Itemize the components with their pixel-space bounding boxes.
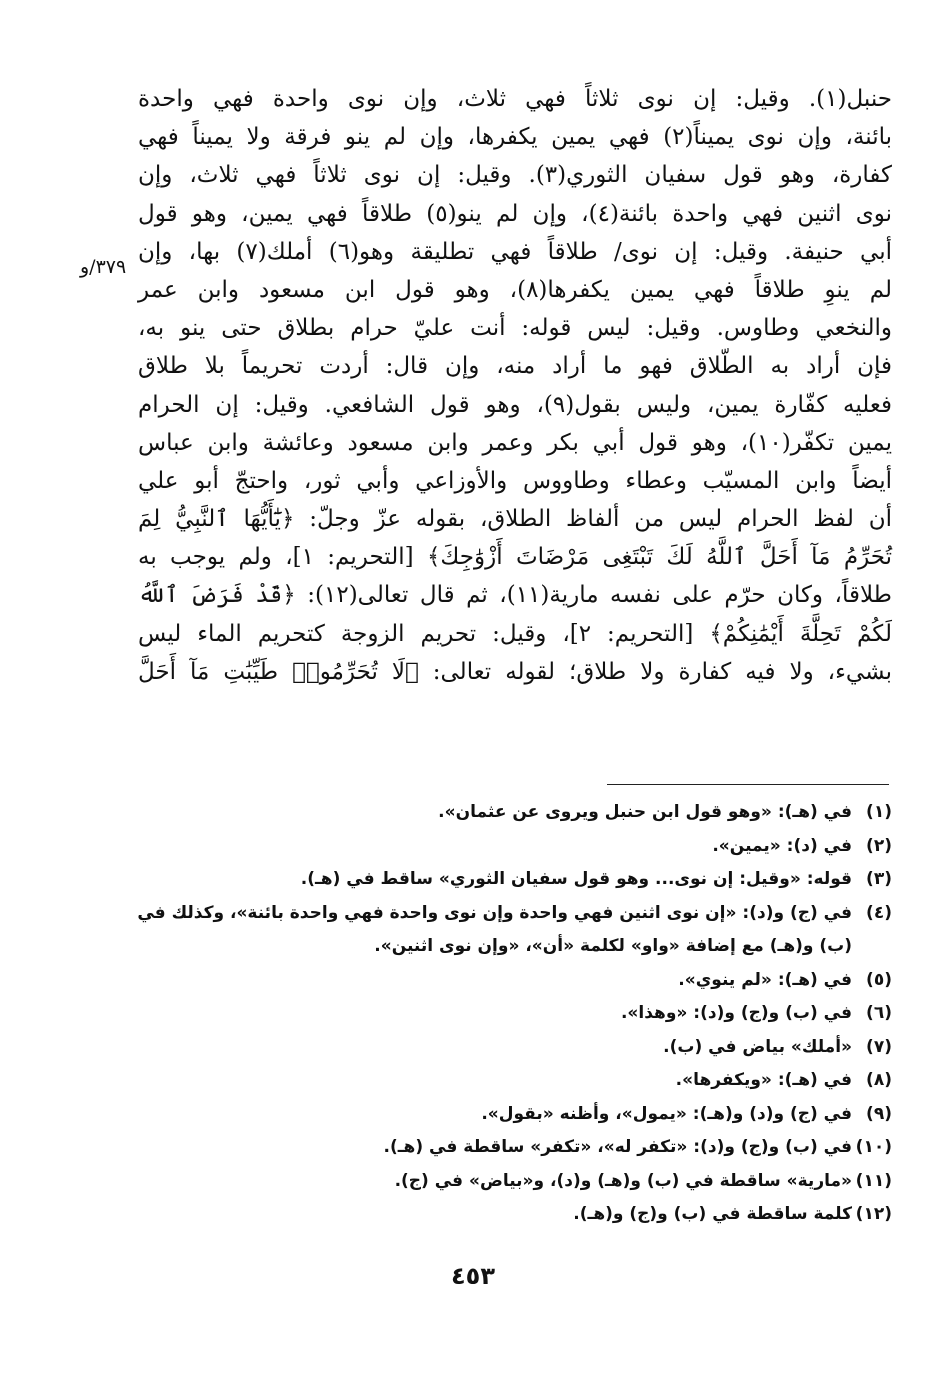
- footnote-text: في (هـ): «ويكفرها».: [675, 1070, 852, 1090]
- footnote-item: [130, 1064, 892, 1098]
- footnote-separator: [607, 784, 889, 785]
- footnote-number: (١١): [855, 1170, 892, 1191]
- footnote-item: [130, 997, 892, 1031]
- main-text-line: أيضاً وابن المسيّب وعطاء وطاووس والأوزاعي وأبي ثور، واحتجّ أبو علي: [138, 467, 892, 494]
- main-text-line: كفارة، وهو قول سفيان الثوري(٣). وقيل: إن نوى ثلاثاً فهي ثلاث، وإن: [138, 162, 892, 189]
- main-text-line: فعليه كفّارة يمين، وليس بقول(٩)، وهو قول الشافعي. وقيل: إن الحرام: [138, 391, 892, 418]
- main-text-body: [138, 80, 892, 691]
- main-text-line: أبي حنيفة. وقيل: إن نوى/ طلاقاً فهي تطليقة وهو(٦) أملك(٧) بها، وإن: [138, 238, 893, 265]
- footnote-number: (٤): [866, 902, 892, 923]
- footnote-item: [130, 964, 892, 998]
- footnote-text: في (ب) و(ج) و(د): «تكفر له»، «تكفر» ساقطة في (هـ).: [383, 1137, 852, 1157]
- main-text-line: لَكُمْ تَحِلَّةَ أَيْمَٰنِكُمْ﴾ [التحريم: ٢]، وقيل: تحريم الزوجة كتحريم الماء ليس: [138, 620, 892, 647]
- footnote-text: في (د): «يمين».: [712, 835, 852, 856]
- main-text-line: لم ينوِ طلاقاً فهي يمين يكفرها(٨)، وهو قول ابن مسعود وابن عمر: [138, 276, 893, 303]
- main-text-line: حنبل(١). وقيل: إن نوى ثلاثاً فهي ثلاث، وإن نوى واحدة فهي واحدة: [138, 86, 892, 112]
- footnote-item: [130, 1098, 892, 1132]
- footnote-item: [130, 830, 892, 864]
- footnote-text: في (ج) و(د): «إن نوى اثنين فهي واحدة وإن نوى واحدة فهي واحدة بائنة»، وكذلك في (ب) و(هـ) مع إضافة «واو» لكلمة «أن»، «وإن نوى اثنين».: [137, 902, 852, 956]
- footnote-number: (٧): [866, 1036, 892, 1057]
- footnote-number: (٥): [866, 969, 892, 990]
- main-text-line: والنخعي وطاوس. وقيل: ليس قوله: أنت عليّ حرام بطلاق حتى ينو به،: [138, 315, 892, 342]
- footnote-item: [130, 1165, 892, 1199]
- footnote-text: «مارية» ساقطة في (ب) و(هـ) و(د)، و«بياض» في (ج).: [394, 1170, 852, 1191]
- footnote-number: (٣): [866, 869, 892, 889]
- footnote-number: (٢): [866, 835, 892, 856]
- main-text-line: يمين تكفّر(١٠)، وهو قول أبي بكر وعمر وابن مسعود وعائشة وابن عباس: [138, 429, 892, 456]
- footnote-number: (١٠): [855, 1137, 892, 1157]
- main-text-line: أن لفظ الحرام ليس من ألفاظ الطلاق، بقوله عزّ وجلّ: ﴿يَٰٓأَيُّهَا ٱلنَّبِيُّ لِمَ: [138, 506, 892, 533]
- footnote-number: (١): [866, 802, 892, 822]
- footnote-text: قوله: «وقيل: إن نوى... وهو قول سفيان الثوري» ساقط في (هـ).: [300, 869, 852, 889]
- footnote-text: في (هـ): «وهو قول ابن حنبل ويروى عن عثمان».: [438, 802, 852, 822]
- footnote-text: في (هـ): «لم ينوي».: [678, 969, 852, 990]
- footnote-item: [130, 1131, 892, 1165]
- footnote-item: [130, 863, 892, 897]
- footnote-number: (٩): [866, 1103, 892, 1124]
- footnote-number: (٦): [866, 1003, 892, 1023]
- footnote-item: [130, 1031, 892, 1065]
- footnote-number: (٨): [866, 1070, 892, 1090]
- manuscript-folio-marker: ٣٧٩/و: [80, 256, 127, 278]
- footnote-item: [130, 897, 892, 964]
- footnote-item: [130, 1198, 892, 1232]
- page-number: ٤٥٣: [451, 1262, 495, 1290]
- footnotes: [130, 796, 892, 1232]
- footnote-item: [130, 796, 892, 830]
- footnote-number: (١٢): [855, 1204, 892, 1224]
- footnote-text: في (ج) و(د) و(هـ): «يمول»، وأظنه «بقول».: [481, 1103, 852, 1124]
- footnote-text: «أملك» بياض في (ب).: [663, 1036, 852, 1057]
- main-text-line: طلاقاً، وكان حرّم على نفسه مارية(١١)، ثم قال تعالى(١٢): ﴿قَدْ فَرَضَ ٱللَّهُ: [138, 582, 892, 609]
- main-text-line: نوى اثنين فهي واحدة بائنة(٤)، وإن لم ينو(٥) طلاقاً فهي يمين، وهو قول: [138, 200, 892, 227]
- main-text-line: تُحَرِّمُ مَآ أَحَلَّ ٱللَّهُ لَكَ تَبْتَغِى مَرْضَاتَ أَزْوَٰجِكَ﴾ [التحريم: ١]، ولم يوجب به: [138, 544, 893, 571]
- main-text-line: بائنة، وإن نوى يميناً(٢) فهي يمين يكفرها، وإن لم ينو فرقة ولا يميناً فهي: [138, 124, 893, 151]
- main-text-line: بشيء، ولا فيه كفارة ولا طلاق؛ لقوله تعالى: ﴿لَا تُحَرِّمُوا۟ طَيِّبَٰتِ مَآ أَحَلَّ: [138, 658, 892, 685]
- main-text-line: فإن أراد به الطّلاق فهو ما أراد منه، وإن قال: أردت تحريماً بلا طلاق: [138, 353, 892, 380]
- footnote-text: في (ب) و(ج) و(د): «وهذا».: [620, 1003, 852, 1023]
- footnote-text: كلمة ساقطة في (ب) و(ج) و(هـ).: [573, 1204, 852, 1224]
